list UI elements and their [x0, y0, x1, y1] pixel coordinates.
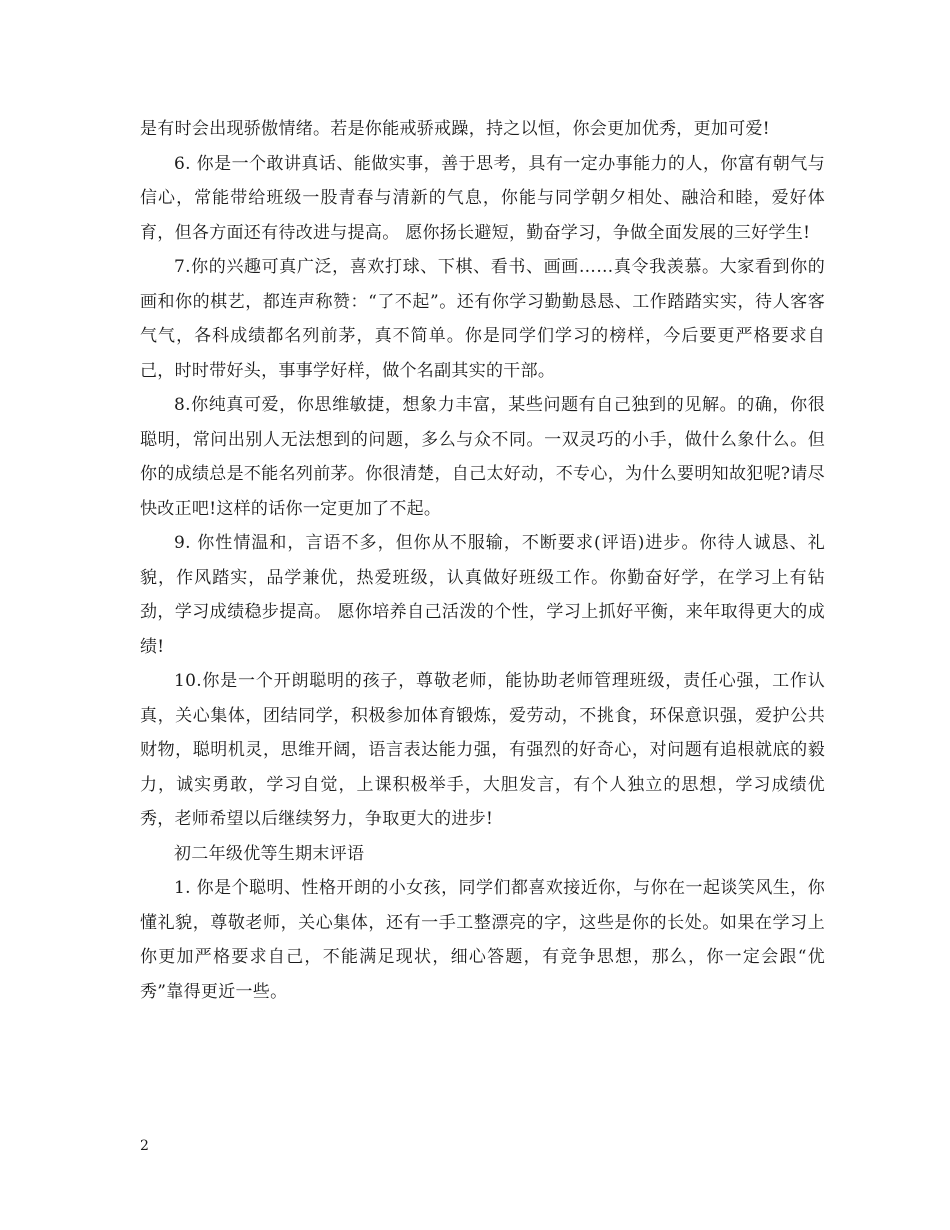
paragraph-comment-7: 7.你的兴趣可真广泛，喜欢打球、下棋、看书、画画……真令我羡慕。大家看到你的画和你的棋艺，都连声称赞：“了不起”。还有你学习勤勤恳恳、工作踏踏实实，待人客客气气，各科成绩都名列前茅，真不简单。你是同学们学习的榜样，今后要更严格要求自己，时时带好头，事事学好样，做个名副其实的干部。 — [140, 257, 825, 381]
paragraph-comment-1: 1. 你是个聪明、性格开朗的小女孩，同学们都喜欢接近你，与你在一起谈笑风生，你懂礼貌，尊敬老师，关心集体，还有一手工整漂亮的字，这些是你的长处。如果在学习上你更加严格要求自己，不能满足现状，细心答题，有竞争思想，那么，你一定会跟“优秀”靠得更近一些。 — [140, 878, 825, 1002]
paragraph-continuation: 是有时会出现骄傲情绪。若是你能戒骄戒躁，持之以恒，你会更加优秀，更加可爱! — [140, 119, 770, 139]
paragraph-comment-8: 8.你纯真可爱，你思维敏捷，想象力丰富，某些问题有自己独到的见解。的确，你很聪明，常问出别人无法想到的问题，多么与众不同。一双灵巧的小手，做什么象什么。但你的成绩总是不能名列前茅。你很清楚，自己太好动，不专心，为什么要明知故犯呢?请尽快改正吧!这样的话你一定更加了不起。 — [140, 395, 825, 519]
document-body — [140, 112, 825, 1009]
paragraph-comment-9: 9. 你性情温和，言语不多，但你从不服输，不断要求(评语)进步。你待人诚恳、礼貌，作风踏实，品学兼优，热爱班级，认真做好班级工作。你勤奋好学，在学习上有钻劲，学习成绩稳步提高。 愿你培养自己活泼的个性，学习上抓好平衡，来年取得更大的成绩! — [140, 533, 825, 657]
paragraph-comment-6: 6. 你是一个敢讲真话、能做实事，善于思考，具有一定办事能力的人，你富有朝气与信心，常能带给班级一股青春与清新的气息，你能与同学朝夕相处、融洽和睦，爱好体育，但各方面还有待改进与提高。 愿你扬长避短，勤奋学习，争做全面发展的三好学生! — [140, 153, 825, 243]
section-heading: 初二年级优等生期末评语 — [174, 843, 365, 864]
page-number: 2 — [140, 1138, 149, 1154]
paragraph-comment-10: 10.你是一个开朗聪明的孩子，尊敬老师，能协助老师管理班级，责任心强，工作认真，关心集体，团结同学，积极参加体育锻炼，爱劳动，不挑食，环保意识强，爱护公共财物，聪明机灵，思维开阔，语言表达能力强，有强烈的好奇心，对问题有追根就底的毅力，诚实勇敢，学习自觉，上课积极举手，大胆发言，有个人独立的思想，学习成绩优秀，老师希望以后继续努力，争取更大的进步! — [140, 671, 825, 829]
